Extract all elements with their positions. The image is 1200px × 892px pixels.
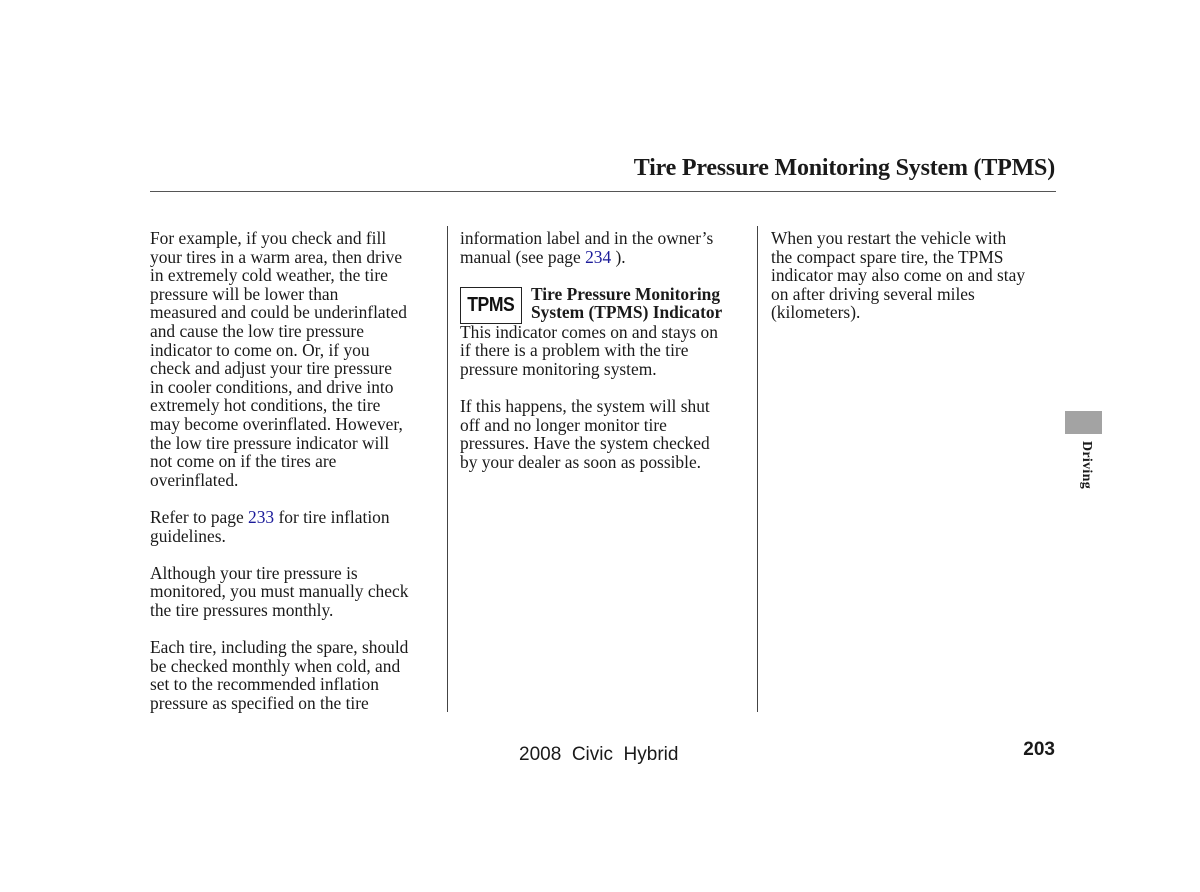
column-divider-2 (757, 226, 758, 712)
text-column-1 (150, 229, 440, 731)
section-label: Driving (1079, 441, 1094, 489)
text-line: overinflated. (150, 469, 239, 490)
text-line: guidelines. (150, 525, 226, 546)
tpms-symbol: TPMS (467, 293, 515, 316)
text-line: For example, if you check and fill (150, 228, 387, 248)
text-line: pressure will be lower than (150, 283, 339, 304)
page-number: 203 (1023, 739, 1055, 760)
text-line: set to the recommended inflation (150, 674, 379, 695)
text-line: off and no longer monitor tire (460, 414, 667, 435)
footer-model: 2008 Civic Hybrid (519, 744, 679, 765)
paragraph (150, 638, 440, 712)
text-line: and cause the low tire pressure (150, 320, 364, 341)
text-line: your tires in a warm area, then drive (150, 246, 403, 267)
text-line: the low tire pressure indicator will (150, 432, 390, 453)
text-line: in extremely cold weather, the tire (150, 265, 388, 286)
text-line: by your dealer as soon as possible. (460, 451, 702, 472)
paragraph (460, 229, 750, 266)
text-line: When you restart the vehicle with (771, 228, 1007, 248)
title-rule (150, 191, 1056, 192)
text-line: Each tire, including the spare, should (150, 637, 409, 658)
text-line: not come on if the tires are (150, 451, 337, 472)
page-title: Tire Pressure Monitoring System (TPMS) (633, 155, 1055, 181)
text-line: monitored, you must manually check (150, 581, 409, 602)
text-line: If this happens, the system will shut (460, 396, 710, 417)
text-segment: Refer to page (150, 506, 249, 527)
text-line: extremely hot conditions, the tire (150, 395, 381, 416)
column-divider-1 (447, 226, 448, 712)
text-line: information label and in the owner’s (460, 228, 714, 248)
text-line: indicator to come on. Or, if you (150, 339, 370, 360)
text-line: the tire pressures monthly. (150, 599, 334, 620)
text-line: pressure as specified on the tire (150, 692, 369, 713)
text-segment: ). (611, 246, 626, 267)
paragraph (150, 508, 440, 545)
text-line: pressures. Have the system checked (460, 433, 710, 454)
page-link-234[interactable]: 234 (585, 246, 612, 267)
text-line: This indicator comes on and stays on (460, 321, 718, 342)
paragraph (150, 564, 440, 620)
tpms-indicator-icon (460, 287, 522, 324)
text-line: Although your tire pressure is (150, 562, 358, 583)
paragraph (460, 397, 750, 471)
text-line: indicator may also come on and stay (771, 265, 1026, 286)
heading-line: System (TPMS) Indicator (531, 302, 723, 323)
text-line: check and adjust your tire pressure (150, 358, 392, 379)
paragraph (460, 323, 750, 379)
text-line: (kilometers). (771, 302, 861, 323)
text-line: on after driving several miles (771, 283, 975, 304)
paragraph (771, 229, 1061, 322)
text-line: the compact spare tire, the TPMS (771, 246, 1004, 267)
tpms-indicator-heading (460, 285, 750, 323)
text-segment: manual (see page (460, 246, 586, 267)
text-column-3 (771, 229, 1061, 341)
page-link-233[interactable]: 233 (248, 506, 275, 527)
text-line: be checked monthly when cold, and (150, 655, 401, 676)
heading-line: Tire Pressure Monitoring (531, 283, 721, 304)
text-segment: for tire inflation (274, 506, 390, 527)
text-line: if there is a problem with the tire (460, 340, 689, 361)
text-line: pressure monitoring system. (460, 358, 657, 379)
text-line: may become overinflated. However, (150, 413, 403, 434)
text-column-2 (460, 229, 750, 490)
text-line (460, 248, 750, 267)
paragraph (150, 229, 440, 489)
section-tab (1065, 411, 1102, 434)
indicator-heading (531, 285, 751, 322)
text-line: in cooler conditions, and drive into (150, 376, 394, 397)
text-line: measured and could be underinflated (150, 302, 407, 323)
text-line (150, 508, 440, 527)
